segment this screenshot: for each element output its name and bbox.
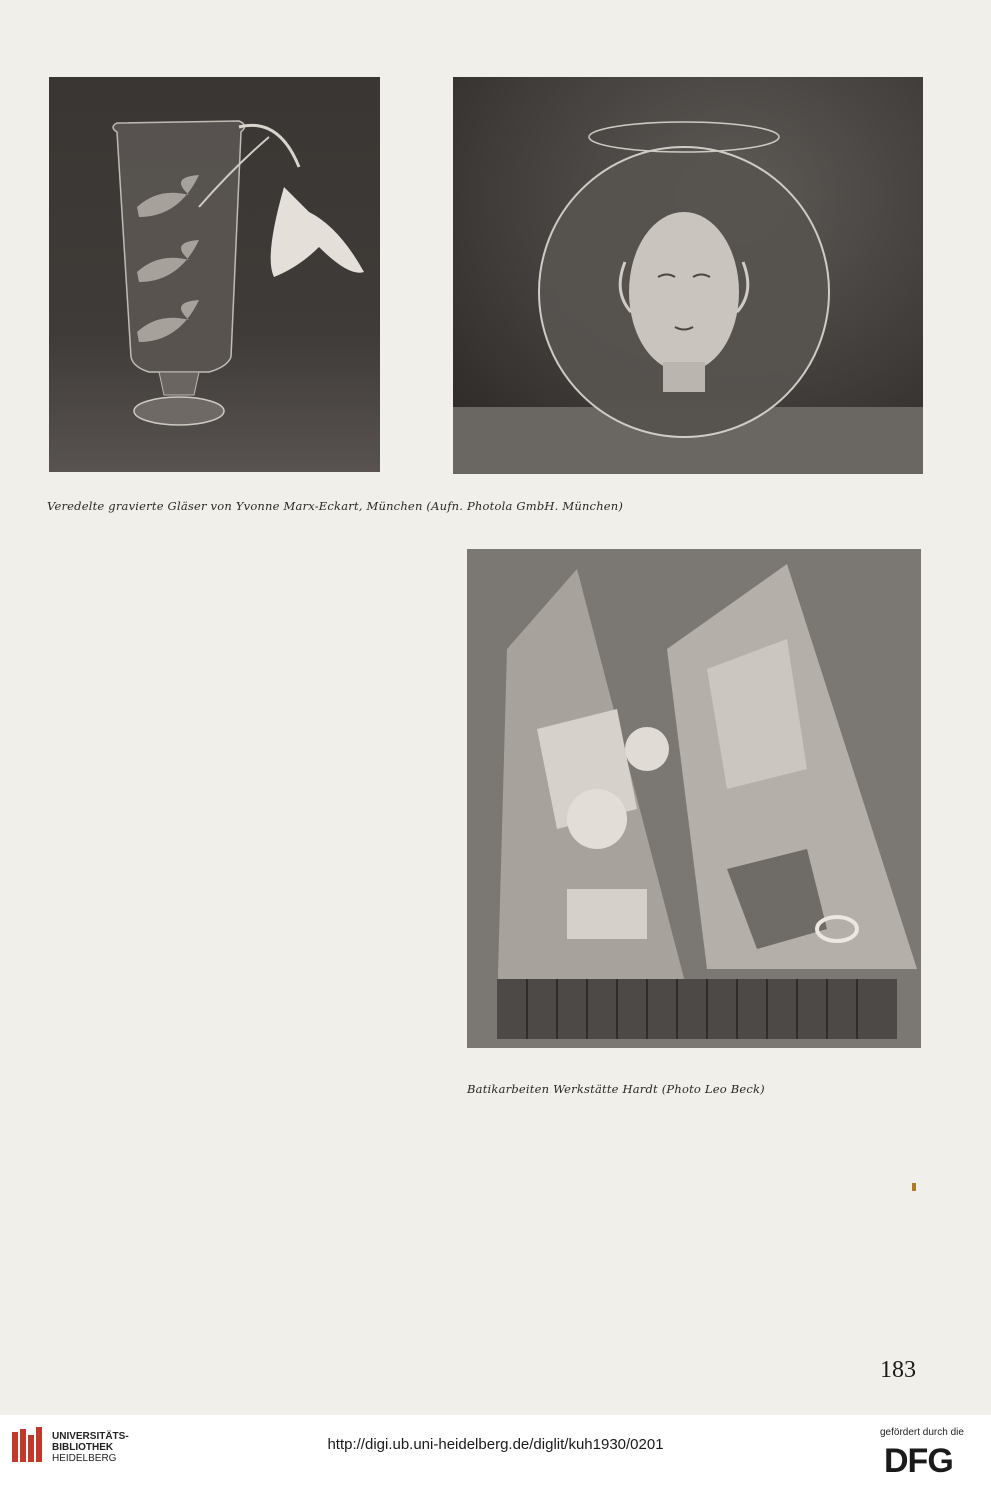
page-number: 183 [880,1357,916,1383]
edge-mark [912,1183,916,1191]
caption-glass: Veredelte gravierte Gläser von Yvonne Marx-Eckart, München (Aufn. Photola GmbH. München) [47,499,624,513]
dfg-logo[interactable]: DFG [884,1442,953,1480]
library-line-3: HEIDELBERG [52,1453,117,1464]
caption-batik: Batikarbeiten Werkstätte Hardt (Photo Leo Beck) [467,1082,765,1096]
library-line-1: UNIVERSITÄTS- [52,1431,129,1442]
globe-photo [453,77,923,474]
document-url-link[interactable]: http://digi.ub.uni-heidelberg.de/diglit/kuh1930/0201 [327,1436,664,1453]
batik-photo [467,549,921,1048]
vase-photo [49,77,380,472]
library-line-2: BIBLIOTHEK [52,1442,114,1453]
funded-by-label: gefördert durch die [880,1427,964,1438]
